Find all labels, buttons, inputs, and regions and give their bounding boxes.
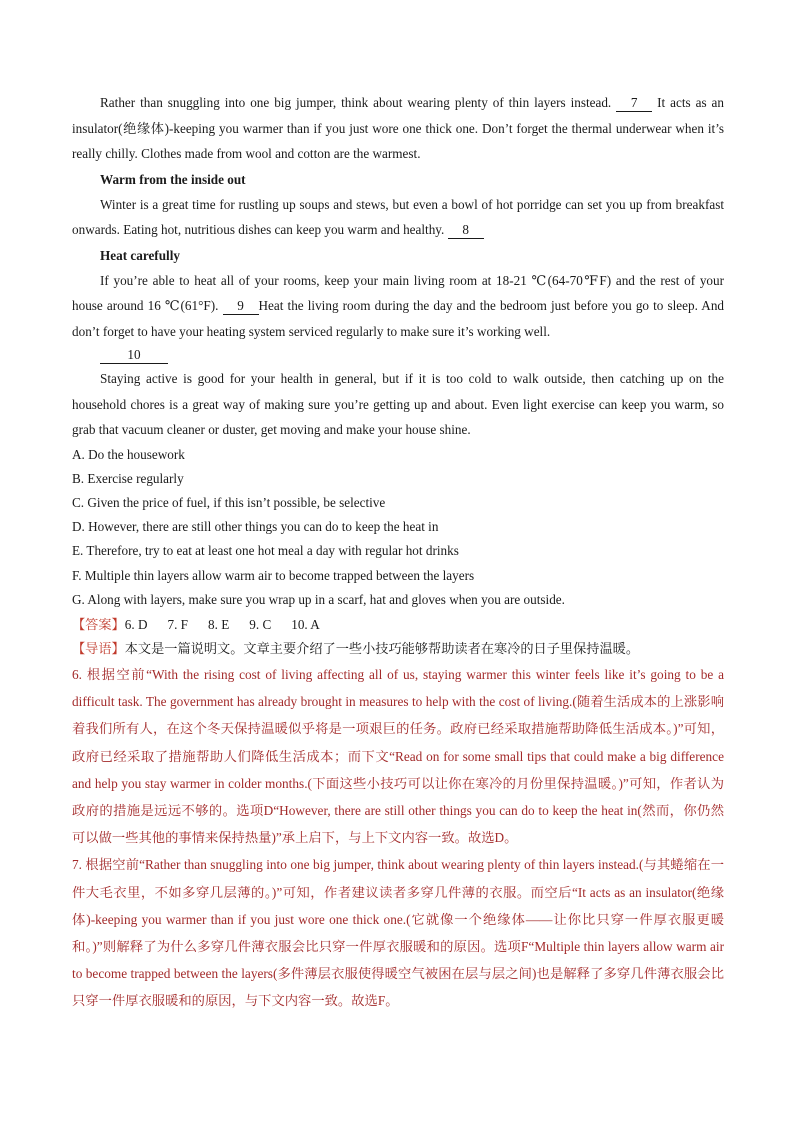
option-b: B. Exercise regularly xyxy=(72,470,184,486)
blank-8: 8 xyxy=(448,222,484,239)
paragraph-layers xyxy=(72,90,724,167)
guide-line xyxy=(72,637,724,661)
paragraph-active: Staying active is good for your health in general, but if it is too cold to walk outside, then catching up on the household chores is a great way of making sure you’re getting up and about. Even light exercise can keep you warm, so grab that vacuum cleaner or duster, get moving and make your house shine. xyxy=(72,371,724,437)
answer-tag: 【答案】 xyxy=(72,616,125,632)
explanation-6: 6. 根据空前“With the rising cost of living affecting all of us, staying warmer this winter feels like it’s going to be a difficult task. The government has already brought in measures to help with the cost of living.(随着生活成本的上涨影响着我们所有人，在这个冬天保持温暖似乎将是一项艰巨的任务。政府已经采取措施帮助降低生活成本。)”可知，政府已经采取了措施帮助人们降低生活成本；而下文“Read on for some small tips that could make a big difference and help you stay warmer in colder months.(下面这些小技巧可以让你在寒冷的月份里保持温暖。)”可知，作者认为政府的措施是远远不够的。选项D“However, there are still other things you can do to keep the heat in(然而，你仍然可以做一些其他的事情来保持热量)”承上启下，与上下文内容一致。故选D。 xyxy=(72,666,724,846)
guide-text: 本文是一篇说明文。文章主要介绍了一些小技巧能够帮助读者在寒冷的日子里保持温暖。 xyxy=(124,640,640,656)
document-content xyxy=(72,90,724,1015)
answer-item: 9. C xyxy=(249,616,272,632)
heading-heat-carefully: Heat carefully xyxy=(100,247,180,263)
blank-10-line xyxy=(100,344,724,366)
options-list xyxy=(72,443,724,612)
paragraph-inside-out xyxy=(72,192,724,243)
blank-7: 7 xyxy=(616,95,652,112)
paragraph-inside-text: Winter is a great time for rustling up soups and stews, but even a bowl of hot porridge can set you up from breakfast onwards. Eating hot, nutritious dishes can keep you warm and healthy. xyxy=(72,196,724,237)
blank-10: 10 xyxy=(100,347,168,364)
option-e: E. Therefore, try to eat at least one hot meal a day with regular hot drinks xyxy=(72,543,459,559)
answer-item: 8. E xyxy=(208,616,230,632)
option-f: F. Multiple thin layers allow warm air to become trapped between the layers xyxy=(72,567,475,583)
option-g: G. Along with layers, make sure you wrap up in a scarf, hat and gloves when you are outside. xyxy=(72,591,565,607)
heading-inside-out: Warm from the inside out xyxy=(100,171,246,187)
answer-item: 10. A xyxy=(291,616,320,632)
option-c: C. Given the price of fuel, if this isn’t possible, be selective xyxy=(72,494,386,510)
answer-item: 7. F xyxy=(167,616,188,632)
explanation-7: 7. 根据空前“Rather than snuggling into one big jumper, think about wearing plenty of thin layers instead.(与其蜷缩在一件大毛衣里，不如多穿几层薄的。)”可知，作者建议读者多穿几件薄的衣服。而空后“It acts as an insulator(绝缘体)-keeping you warmer than if you just wore one thick one.(它就像一个绝缘体——让你比只穿一件厚衣服更暖和。)”则解释了为什么多穿几件薄衣服会比只穿一件厚衣服暖和的原因。选项F“Multiple thin layers allow warm air to become trapped between the layers(多件薄层衣服使得暖空气被困在层与层之间)也是解释了多穿几件薄衣服会比只穿一件厚衣服暖和的原因，与下文内容一致。故选F。 xyxy=(72,857,724,1009)
paragraph-heat-post: Heat the living room during the day and the bedroom just before you go to sleep. And don’t forget to have your heating system serviced regularly to make sure it’s working well. xyxy=(72,298,725,339)
option-a: A. Do the housework xyxy=(72,446,185,462)
paragraph-layers-post: It acts as an insulator(绝缘体)-keeping you warmer than if you just wore one thick one. Don’t forget the thermal underwear when it’s really chilly. Clothes made from wool and cotton are the warmest. xyxy=(72,95,724,161)
paragraph-heat xyxy=(72,268,724,345)
blank-9: 9 xyxy=(223,298,259,315)
option-d: D. However, there are still other things you can do to keep the heat in xyxy=(72,519,439,535)
answer-item: 6. D xyxy=(124,616,148,632)
paragraph-heat-pre: If you’re able to heat all of your rooms, keep your main living room at 18-21 ℃(64-70℉F) and the rest of your house around 16 ℃(61°F). xyxy=(72,272,724,313)
guide-tag: 【导语】 xyxy=(72,640,125,656)
paragraph-layers-pre: Rather than snuggling into one big jumper, think about wearing plenty of thin layers instead. xyxy=(100,95,612,110)
answer-line xyxy=(72,613,724,637)
